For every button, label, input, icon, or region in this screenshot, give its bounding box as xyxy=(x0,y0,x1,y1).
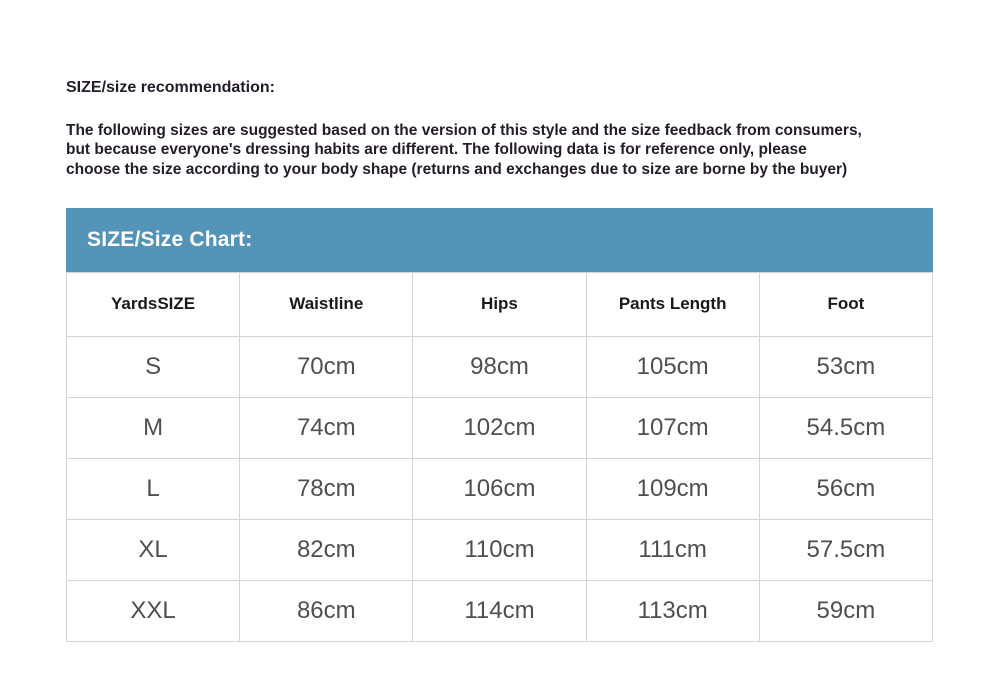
column-header-yardssize: YardsSIZE xyxy=(67,272,240,336)
measurement-cell: 114cm xyxy=(413,580,586,641)
measurement-cell: 82cm xyxy=(240,519,413,580)
size-row-m xyxy=(67,397,933,458)
measurement-cell: 109cm xyxy=(586,458,759,519)
measurement-cell: 107cm xyxy=(586,397,759,458)
measurement-cell: 106cm xyxy=(413,458,586,519)
measurement-cell: 54.5cm xyxy=(759,397,932,458)
size-label-cell: XXL xyxy=(67,580,240,641)
size-row-xxl xyxy=(67,580,933,641)
size-recommendation-paragraph xyxy=(66,121,933,179)
measurement-cell: 56cm xyxy=(759,458,932,519)
column-header-foot: Foot xyxy=(759,272,932,336)
size-chart-table xyxy=(66,272,933,642)
measurement-cell: 57.5cm xyxy=(759,519,932,580)
recommendation-line-2: but because everyone's dressing habits are different. The following data is for reference only, please xyxy=(66,141,807,159)
measurement-cell: 78cm xyxy=(240,458,413,519)
size-label-cell: XL xyxy=(67,519,240,580)
size-label-cell: M xyxy=(67,397,240,458)
table-header-row xyxy=(67,272,933,336)
measurement-cell: 59cm xyxy=(759,580,932,641)
recommendation-line-1: The following sizes are suggested based on the version of this style and the size feedback from consumers, xyxy=(66,122,862,139)
measurement-cell: 110cm xyxy=(413,519,586,580)
size-guide-page xyxy=(66,0,933,642)
column-header-pants-length: Pants Length xyxy=(586,272,759,336)
size-row-xl xyxy=(67,519,933,580)
measurement-cell: 74cm xyxy=(240,397,413,458)
measurement-cell: 98cm xyxy=(413,336,586,397)
measurement-cell: 53cm xyxy=(759,336,932,397)
column-header-waistline: Waistline xyxy=(240,272,413,336)
size-chart-title: SIZE/Size Chart: xyxy=(87,227,253,251)
size-chart-banner xyxy=(66,208,933,272)
size-label-cell: L xyxy=(67,458,240,519)
size-label-cell: S xyxy=(67,336,240,397)
measurement-cell: 111cm xyxy=(586,519,759,580)
measurement-cell: 86cm xyxy=(240,580,413,641)
measurement-cell: 102cm xyxy=(413,397,586,458)
size-row-l xyxy=(67,458,933,519)
size-recommendation-heading: SIZE/size recommendation: xyxy=(66,79,275,96)
column-header-hips: Hips xyxy=(413,272,586,336)
measurement-cell: 105cm xyxy=(586,336,759,397)
measurement-cell: 113cm xyxy=(586,580,759,641)
size-row-s xyxy=(67,336,933,397)
measurement-cell: 70cm xyxy=(240,336,413,397)
recommendation-line-3: choose the size according to your body shape (returns and exchanges due to size are borne by the buyer) xyxy=(66,160,848,178)
